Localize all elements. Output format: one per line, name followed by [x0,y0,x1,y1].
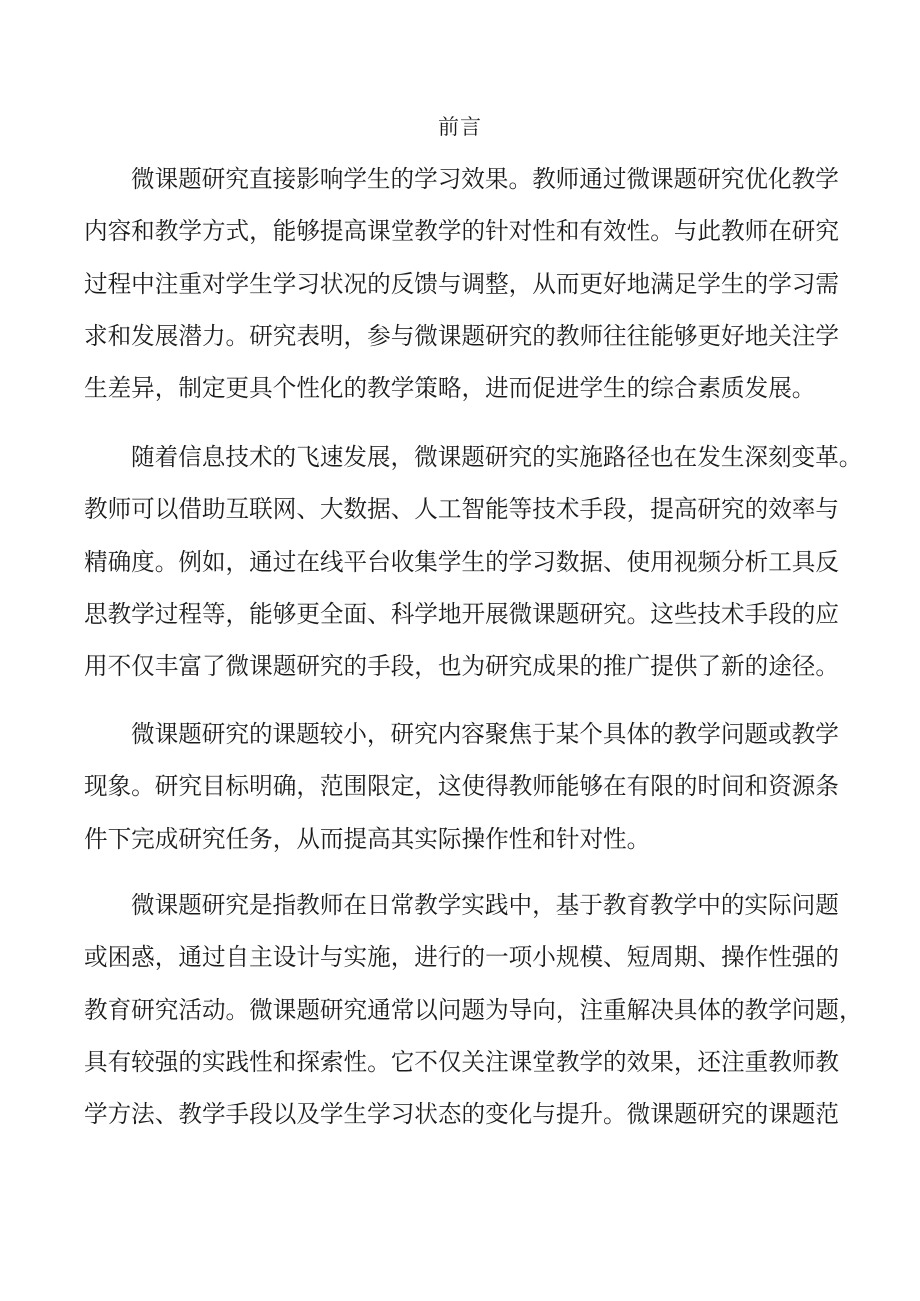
paragraph-line: 生差异，制定更具个性化的教学策略，进而促进学生的综合素质发展。 [84,374,816,403]
paragraph-line: 教师可以借助互联网、大数据、人工智能等技术手段，提高研究的效率与 [84,495,839,524]
paragraph-line: 具有较强的实践性和探索性。它不仅关注课堂教学的效果，还注重教师教 [84,1047,839,1076]
paragraph-line: 微课题研究的课题较小，研究内容聚焦于某个具体的教学问题或教学 [131,720,839,748]
paragraph-line: 用不仅丰富了微课题研究的手段，也为研究成果的推广提供了新的途径。 [84,652,839,681]
paragraph-line: 微课题研究直接影响学生的学习效果。教师通过微课题研究优化教学 [131,165,839,193]
paragraph-line: 件下完成研究任务，从而提高其实际操作性和针对性。 [84,824,651,853]
paragraph-line: 现象。研究目标明确，范围限定，这使得教师能够在有限的时间和资源条 [84,772,839,801]
paragraph-line: 随着信息技术的飞速发展，微课题研究的实施路径也在发生深刻变革。 [131,443,863,471]
paragraph-1 [84,164,838,425]
paragraph-line: 教育研究活动。微课题研究通常以问题为导向，注重解决具体的教学问题， [84,995,863,1024]
paragraph-line: 求和发展潜力。研究表明，参与微课题研究的教师往往能够更好地关注学 [84,321,839,350]
paragraph-2 [84,442,863,703]
paragraph-line: 微课题研究是指教师在日常教学实践中，基于教育教学中的实际问题 [131,891,839,919]
paragraph-line: 或困惑，通过自主设计与实施，进行的一项小规模、短周期、操作性强的 [84,943,839,972]
paragraph-line: 过程中注重对学生学习状况的反馈与调整，从而更好地满足学生的学习需 [84,269,839,298]
paragraph-line: 思教学过程等，能够更全面、科学地开展微课题研究。这些技术手段的应 [84,599,839,628]
paragraph-4 [84,890,863,1151]
paragraph-line: 内容和教学方式，能够提高课堂教学的针对性和有效性。与此教师在研究 [84,217,839,246]
paragraph-line: 学方法、教学手段以及学生学习状态的变化与提升。微课题研究的课题范 [84,1100,839,1129]
page-title: 前言 [438,115,482,139]
paragraph-line: 精确度。例如，通过在线平台收集学生的学习数据、使用视频分析工具反 [84,547,839,576]
paragraph-3 [84,719,838,876]
